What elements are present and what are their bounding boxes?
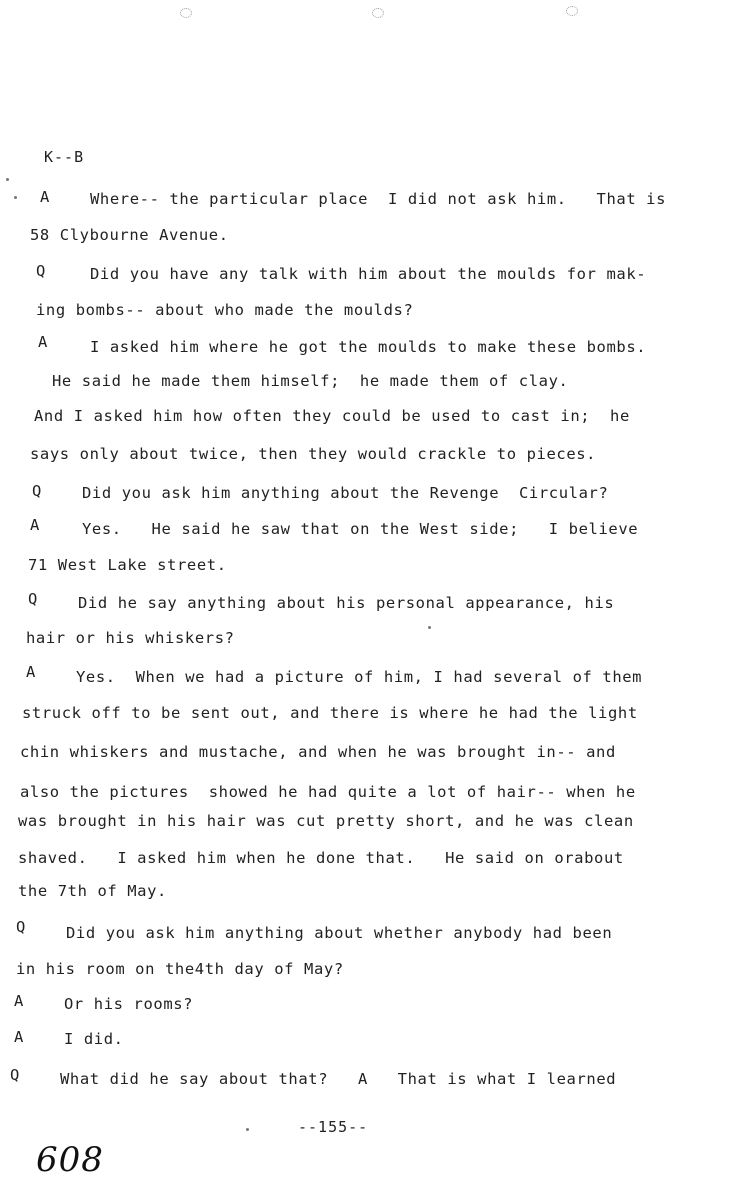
margin-speck (14, 196, 17, 199)
transcript-line: shaved. I asked him when he done that. He said on orabout (18, 849, 624, 867)
transcript-line: Where-- the particular place I did not ask him. That is (90, 190, 667, 208)
transcript-line: Did you ask him anything about the Revenge Circular? (82, 484, 609, 502)
speaker-label: Q (16, 918, 26, 936)
speaker-label: A (38, 333, 48, 351)
transcript-line: the 7th of May. (18, 882, 167, 900)
transcript-line: in his room on the4th day of May? (16, 960, 344, 978)
margin-speck (246, 1128, 249, 1131)
transcript-line: says only about twice, then they would crackle to pieces. (30, 445, 597, 463)
speaker-label: Q (28, 590, 38, 608)
transcript-line: Did he say anything about his personal appearance, his (78, 594, 615, 612)
transcript-line: I did. (64, 1030, 124, 1048)
margin-speck (6, 178, 9, 181)
transcript-line: What did he say about that? A That is what I learned (60, 1070, 617, 1088)
page-number: --155-- (298, 1118, 369, 1136)
speaker-label: Q (10, 1066, 20, 1084)
transcript-line: He said he made them himself; he made them of clay. (52, 372, 569, 390)
transcript-line: chin whiskers and mustache, and when he was brought in-- and (20, 743, 616, 761)
speaker-label: A (40, 188, 50, 206)
transcript-line: was brought in his hair was cut pretty short, and he was clean (18, 812, 634, 830)
transcript-line: 58 Clybourne Avenue. (30, 226, 229, 244)
punch-mark (180, 8, 192, 18)
transcript-line: Did you ask him anything about whether anybody had been (66, 924, 613, 942)
speaker-label: A (26, 663, 36, 681)
speaker-label: Q (32, 482, 42, 500)
transcript-line: And I asked him how often they could be used to cast in; he (34, 407, 630, 425)
transcript-line: Or his rooms? (64, 995, 194, 1013)
speaker-label: Q (36, 262, 46, 280)
transcript-line: I asked him where he got the moulds to make these bombs. (90, 338, 647, 356)
transcript-line: hair or his whiskers? (26, 629, 235, 647)
speaker-label: A (14, 1028, 24, 1046)
transcript-line: Did you have any talk with him about the moulds for mak- (90, 265, 647, 283)
transcript-line: also the pictures showed he had quite a lot of hair-- when he (20, 783, 636, 801)
speaker-label: A (30, 516, 40, 534)
speaker-label: A (14, 992, 24, 1010)
punch-mark (372, 8, 384, 18)
transcript-line: struck off to be sent out, and there is where he had the light (22, 704, 638, 722)
transcript-line: 71 West Lake street. (28, 556, 227, 574)
transcript-line: Yes. He said he saw that on the West side; I believe (82, 520, 639, 538)
punch-mark (566, 6, 578, 16)
transcript-line: ing bombs-- about who made the moulds? (36, 301, 414, 319)
transcript-line: Yes. When we had a picture of him, I had several of them (76, 668, 643, 686)
margin-speck (428, 626, 431, 629)
page-header: K--B (44, 148, 85, 166)
handwritten-page-number: 608 (36, 1140, 104, 1180)
